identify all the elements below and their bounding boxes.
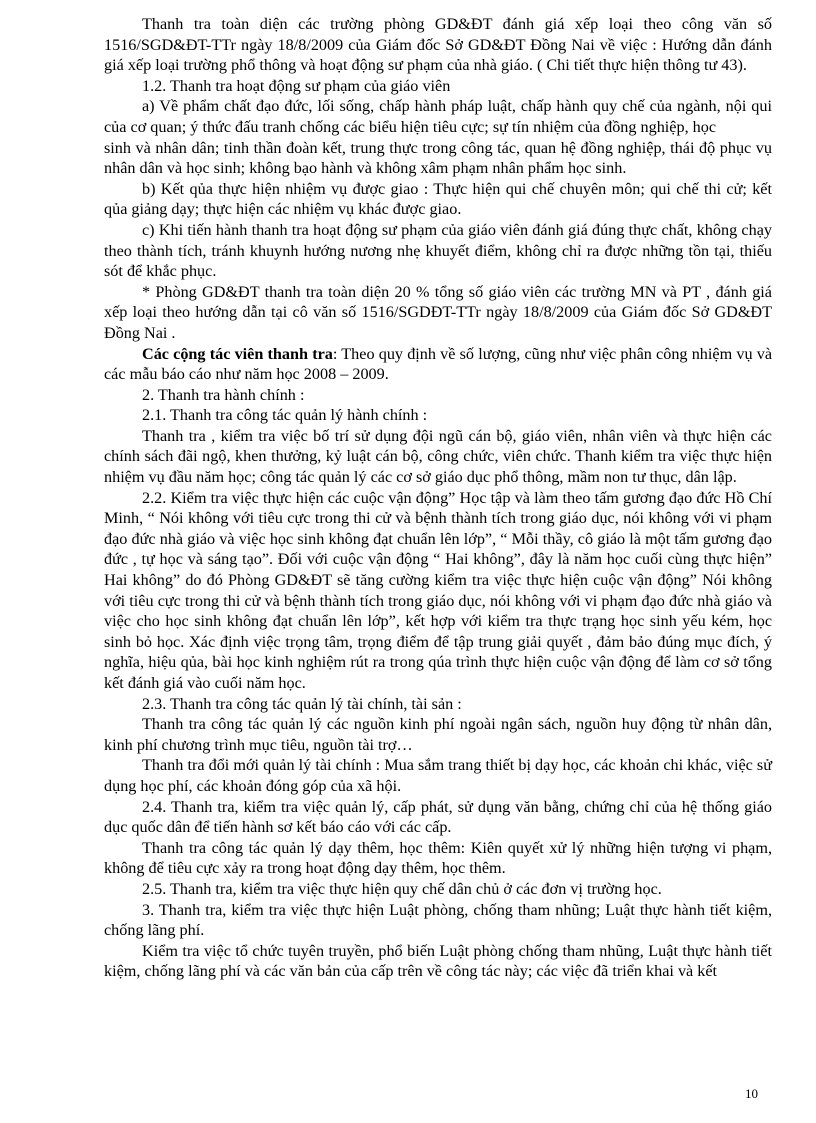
collaborators-label: Các cộng tác viên thanh tra	[142, 344, 333, 363]
paragraph-b: b) Kết qủa thực hiện nhiệm vụ được giao : Thực hiện qui chế chuyên môn; qui chế thi cử; kết qủa giảng dạy; thực hiện các nhiệm vụ khác được giao.	[104, 179, 772, 219]
paragraph-c: c) Khi tiến hành thanh tra hoạt động sư phạm của giáo viên đánh giá đúng thực chất, không chạy theo thành tích, tránh khuynh hướng nương nhẹ khuyết điểm, không chỉ ra được những tồn tại, thiếu sót để khắc phục.	[104, 220, 772, 281]
heading-2: 2. Thanh tra hành chính :	[142, 385, 305, 404]
paragraph-note: * Phòng GD&ĐT thanh tra toàn diện 20 % tổng số giáo viên các trường MN và PT , đánh giá xếp loại theo hướng dẫn tại cô văn số 1516/SGDĐT-TTr ngày 18/8/2009 của Giám đốc Sở GD&ĐT Đồng Nai .	[104, 282, 772, 342]
paragraph-2-3-b: Thanh tra đổi mới quản lý tài chính : Mua sắm trang thiết bị dạy học, các khoản chi khác, việc sử dụng học phí, các khoản đóng góp của xã hội.	[104, 756, 772, 795]
heading-3: 3. Thanh tra, kiểm tra việc thực hiện Luật phòng, chống tham nhũng; Luật thực hành tiết kiệm, chống lãng phí.	[104, 900, 772, 940]
paragraph-2-2: 2.2. Kiểm tra việc thực hiện các cuộc vận động” Học tập và làm theo tấm gương đạo đức Hồ Chí Minh, “ Nói không với tiêu cực trong thi cử và bệnh thành tích trong giáo dục, nói không với vi phạm đạo đức nhà giáo và việc học sinh không đạt chuẩn lên lớp”, “ Mỗi thầy, cô giáo là một tấm gương đạo đức , tự học và sáng tạo”. Đối với cuộc vận động “ Hai không”, đây là năm học cuối cùng thực hiện” Hai không” do đó Phòng GD&ĐT sẽ tăng cường kiểm tra việc thực hiện cuộc vận động” Nói không với tiêu cực trong thi cử và bệnh thành tích trong giáo dục, nói không với vi phạm đạo đức nhà giáo và việc cho học sinh không đạt chuẩn lên lớp”, kết hợp với kiểm tra thực trạng học sinh yếu kém, học sinh bỏ học. Xác định việc trọng tâm, trọng điểm để tập trung giải quyết , đảm bảo đúng mục đích, ý nghĩa, hiệu qủa, bài học kinh nghiệm rút ra trong qúa trình thực hiện cuộc vận động để làm cơ sở tổng kết đánh giá vào cuối năm học.	[104, 488, 772, 692]
collaborators-text: : Theo quy định về số lượng, cũng như việc phân công nhiệm vụ và các mẫu báo cáo như năm học 2008 – 2009.	[104, 344, 773, 384]
document-page	[104, 14, 772, 982]
paragraph-3: Kiểm tra việc tổ chức tuyên truyền, phổ biến Luật phòng chống tham nhũng, Luật thực hành tiết kiệm, chống lãng phí và các văn bản của cấp trên về công tác này; các việc đã triển khai và kết	[104, 941, 772, 981]
paragraph-a: a) Về phẩm chất đạo đức, lối sống, chấp hành pháp luật, chấp hành quy chế của ngành, nội qui của cơ quan; ý thức đấu tranh chống các biểu hiện tiêu cực; sự tín nhiệm của đồng nghiệp, học	[104, 97, 772, 136]
paragraph-collaborators	[104, 344, 772, 385]
paragraph-2-1: Thanh tra , kiểm tra việc bố trí sử dụng đội ngũ cán bộ, giáo viên, nhân viên và thực hiện các chính sách đãi ngộ, khen thưởng, kỷ luật cán bộ, công chức, viên chức. Thanh kiểm tra việc thực hiện nhiệm vụ đầu năm học; công tác quản lý các cơ sở giáo dục phổ thông, mầm non tư thục, dân lập.	[104, 426, 772, 487]
paragraph-a-continued: sinh và nhân dân; tinh thần đoàn kết, trung thực trong công tác, quan hệ đồng nghiệp, thái độ phục vụ nhân dân và học sinh; không bạo hành và không xâm phạm nhân phẩm học sinh.	[104, 138, 772, 178]
paragraph-2-4: 2.4. Thanh tra, kiểm tra việc quản lý, cấp phát, sử dụng văn bằng, chứng chỉ của hệ thống giáo dục quốc dân để tiến hành sơ kết báo cáo với các cấp.	[104, 797, 772, 837]
heading-1-2: 1.2. Thanh tra hoạt động sư phạm của giáo viên	[142, 76, 451, 95]
heading-2-3: 2.3. Thanh tra công tác quản lý tài chính, tài sản :	[142, 694, 462, 713]
paragraph-2-4-b: Thanh tra công tác quản lý dạy thêm, học thêm: Kiên quyết xử lý những hiện tượng vi phạm, không để tiêu cực xảy ra trong hoạt động dạy thêm, học thêm.	[104, 838, 772, 878]
page-number: 10	[745, 1086, 758, 1101]
paragraph-2-3-a: Thanh tra công tác quản lý các nguồn kinh phí ngoài ngân sách, nguồn huy động từ nhân dân, kinh phí chương trình mục tiêu, nguồn tài trợ…	[104, 715, 772, 754]
paragraph-2-5: 2.5. Thanh tra, kiểm tra việc thực hiện quy chế dân chủ ở các đơn vị trường học.	[142, 879, 662, 898]
paragraph-1: Thanh tra toàn diện các trường phòng GD&ĐT đánh giá xếp loại theo công văn số 1516/SGD&ĐT-TTr ngày 18/8/2009 của Giám đốc Sở GD&ĐT Đồng Nai về việc : Hướng dẫn đánh giá xếp loại trường phổ thông và hoạt động sư phạm của nhà giáo. ( Chi tiết thực hiện thông tư 43).	[104, 15, 772, 75]
heading-2-1: 2.1. Thanh tra công tác quản lý hành chính :	[142, 406, 428, 425]
